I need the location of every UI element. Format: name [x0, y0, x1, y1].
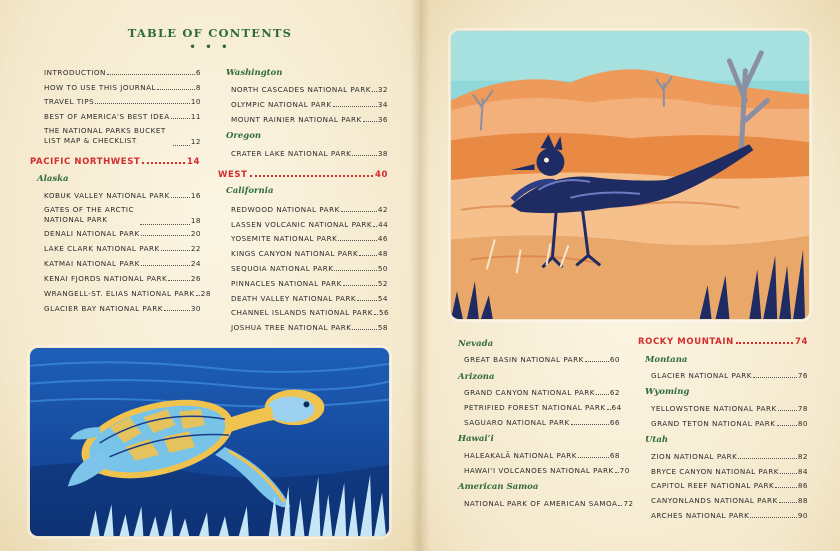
toc-entry-saguaro[interactable]: SAGUARO NATIONAL PARK 66 [464, 418, 620, 427]
toc-entry-channel-islands[interactable]: CHANNEL ISLANDS NATIONAL PARK 56 [231, 308, 390, 317]
toc-entry-great-basin[interactable]: GREAT BASIN NATIONAL PARK 60 [464, 355, 620, 364]
toc-entry-glacier-bay[interactable]: GLACIER BAY NATIONAL PARK 30 [44, 304, 201, 313]
toc-entry-olympic[interactable]: OLYMPIC NATIONAL PARK 34 [231, 100, 388, 109]
toc-entry-mount-rainier[interactable]: MOUNT RAINIER NATIONAL PARK 36 [231, 115, 388, 124]
toc-entry-sequoia[interactable]: SEQUOIA NATIONAL PARK 50 [231, 264, 388, 273]
toc-entry-crater-lake[interactable]: CRATER LAKE NATIONAL PARK 38 [231, 149, 388, 158]
toc-entry-american-samoa[interactable]: NATIONAL PARK OF AMERICAN SAMOA 72 [464, 499, 634, 508]
toc-entry-petrified-forest[interactable]: PETRIFIED FOREST NATIONAL PARK 64 [464, 403, 622, 412]
toc-entry-kenai-fjords[interactable]: KENAI FJORDS NATIONAL PARK 26 [44, 274, 201, 283]
toc-entry-introduction[interactable]: INTRODUCTION 6 [44, 68, 201, 77]
toc-entry-glacier[interactable]: GLACIER NATIONAL PARK 76 [651, 371, 808, 380]
toc-entry-zion[interactable]: ZION NATIONAL PARK 82 [651, 452, 808, 461]
toc-title: TABLE OF CONTENTS [127, 26, 293, 40]
state-heading-wyoming: Wyoming [645, 387, 690, 397]
toc-entry-lassen-volcanic[interactable]: LASSEN VOLCANIC NATIONAL PARK 44 [231, 220, 389, 229]
sea-turtle-illustration [29, 347, 390, 537]
toc-entry-yellowstone[interactable]: YELLOWSTONE NATIONAL PARK 78 [651, 404, 808, 413]
toc-entry-redwood[interactable]: REDWOOD NATIONAL PARK 42 [231, 205, 388, 214]
toc-entry-bryce-canyon[interactable]: BRYCE CANYON NATIONAL PARK 84 [651, 467, 808, 476]
state-heading-hawaii: Hawai‘i [458, 434, 494, 444]
toc-entry-how-to-use[interactable]: HOW TO USE THIS JOURNAL 8 [44, 83, 201, 92]
toc-entry-wrangell-st-elias[interactable]: WRANGELL-ST. ELIAS NATIONAL PARK 28 [44, 289, 211, 298]
state-heading-california: California [226, 186, 274, 196]
toc-entry-best-of-americas-best-idea[interactable]: BEST OF AMERICA'S BEST IDEA 11 [44, 112, 201, 121]
state-heading-nevada: Nevada [458, 339, 494, 349]
toc-entry-capitol-reef[interactable]: CAPITOL REEF NATIONAL PARK 86 [651, 481, 808, 490]
toc-entry-pinnacles[interactable]: PINNACLES NATIONAL PARK 52 [231, 279, 388, 288]
state-heading-american-samoa: American Samoa [458, 482, 539, 492]
toc-entry-arches[interactable]: ARCHES NATIONAL PARK 90 [651, 511, 808, 520]
toc-entry-gates-of-the-arctic[interactable]: GATES OF THE ARCTIC NATIONAL PARK 18 [44, 205, 201, 225]
toc-title-ornament: • • • [189, 42, 231, 53]
state-heading-oregon: Oregon [226, 131, 262, 141]
state-heading-montana: Montana [645, 355, 688, 365]
toc-entry-katmai[interactable]: KATMAI NATIONAL PARK 24 [44, 259, 201, 268]
toc-entry-hawaii-volcanoes[interactable]: HAWAI‘I VOLCANOES NATIONAL PARK 70 [464, 466, 630, 475]
toc-entry-denali[interactable]: DENALI NATIONAL PARK 20 [44, 229, 201, 238]
toc-entry-yosemite[interactable]: YOSEMITE NATIONAL PARK 46 [231, 234, 388, 243]
region-west[interactable]: WEST 40 [218, 170, 388, 180]
toc-entry-canyonlands[interactable]: CANYONLANDS NATIONAL PARK 88 [651, 496, 808, 505]
state-heading-arizona: Arizona [458, 372, 495, 382]
toc-entry-bucket-list-map[interactable]: THE NATIONAL PARKS BUCKET LIST MAP & CHECKLIST 12 [44, 126, 201, 146]
state-heading-utah: Utah [645, 435, 669, 445]
state-heading-washington: Washington [226, 68, 283, 78]
toc-entry-death-valley[interactable]: DEATH VALLEY NATIONAL PARK 54 [231, 294, 388, 303]
toc-entry-travel-tips[interactable]: TRAVEL TIPS 10 [44, 97, 201, 106]
toc-entry-lake-clark[interactable]: LAKE CLARK NATIONAL PARK 22 [44, 244, 201, 253]
toc-entry-north-cascades[interactable]: NORTH CASCADES NATIONAL PARK 32 [231, 85, 388, 94]
toc-entry-haleakala[interactable]: HALEAKALĀ NATIONAL PARK 68 [464, 451, 620, 460]
toc-entry-grand-teton[interactable]: GRAND TETON NATIONAL PARK 80 [651, 419, 808, 428]
toc-entry-kings-canyon[interactable]: KINGS CANYON NATIONAL PARK 48 [231, 249, 388, 258]
book-gutter [410, 0, 430, 551]
toc-entry-kobuk-valley[interactable]: KOBUK VALLEY NATIONAL PARK 16 [44, 191, 201, 200]
toc-entry-grand-canyon[interactable]: GRAND CANYON NATIONAL PARK 62 [464, 388, 620, 397]
toc-entry-joshua-tree[interactable]: JOSHUA TREE NATIONAL PARK 58 [231, 323, 388, 332]
region-rocky-mountain[interactable]: ROCKY MOUNTAIN 74 [638, 337, 808, 347]
roadrunner-desert-illustration [450, 30, 810, 320]
region-pacific-northwest[interactable]: PACIFIC NORTHWEST 14 [30, 157, 200, 167]
state-heading-alaska: Alaska [37, 174, 69, 184]
